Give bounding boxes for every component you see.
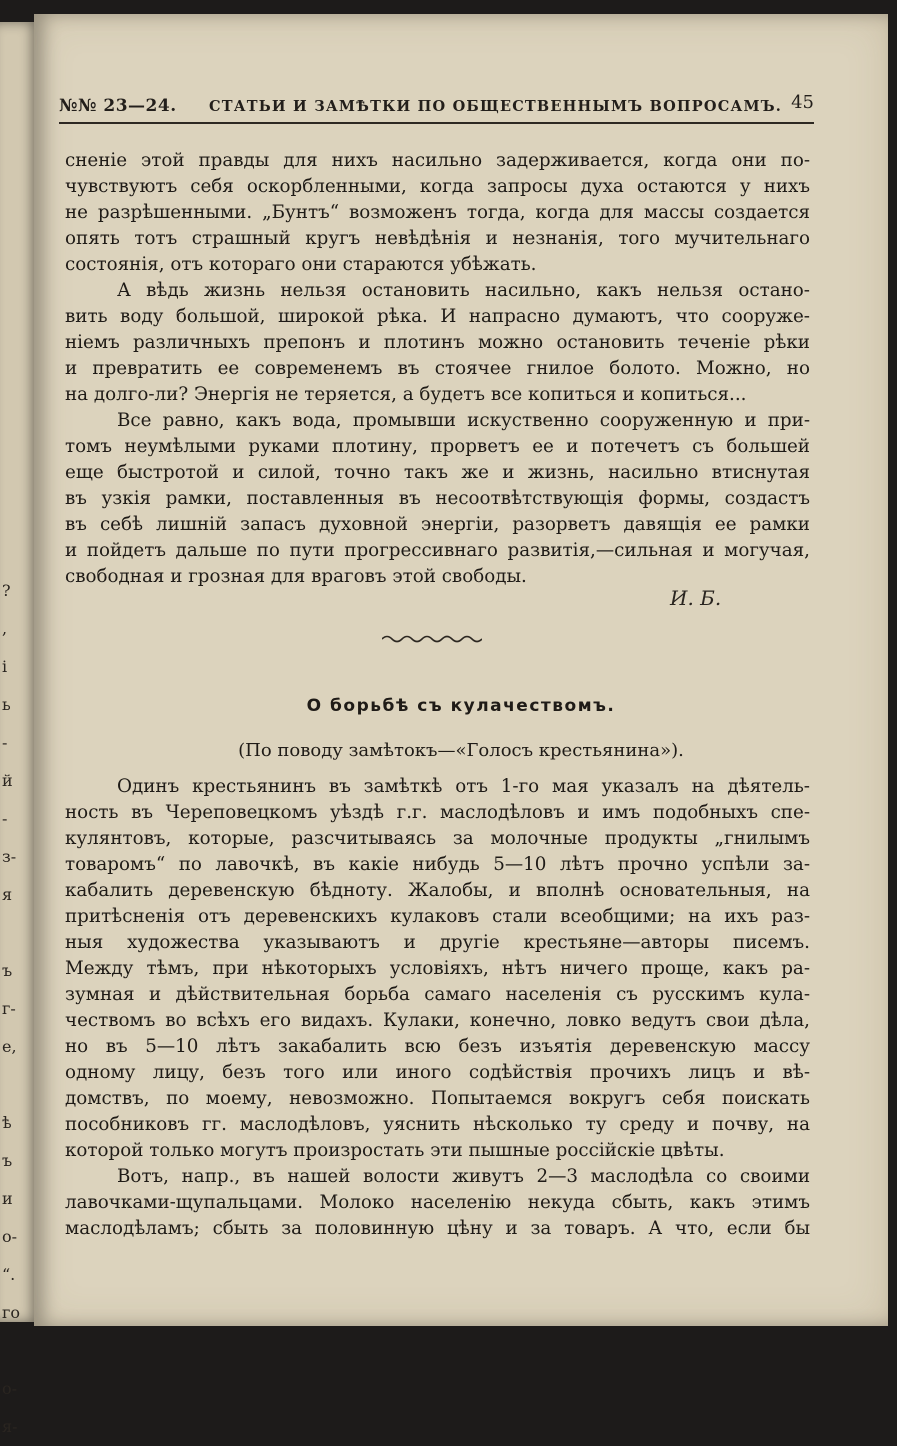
article-body-text [65, 774, 810, 1242]
text-line: томъ неумѣлыми руками плотину, прорветъ ее и потечетъ съ большей [65, 436, 810, 457]
facing-page-fragment: о- [2, 1227, 18, 1246]
facing-page-fragment: о- [2, 1379, 18, 1398]
text-line: притѣсненія отъ деревенскихъ кулаковъ стали всеобщими; на ихъ раз- [65, 906, 810, 927]
essay-ending-text [65, 148, 810, 590]
facing-page-fragment: і [2, 657, 8, 676]
text-line: которой только могутъ произростать эти пышные россійскіе цвѣты. [65, 1140, 725, 1161]
text-line: состоянія, отъ котораго они стараются убѣжать. [65, 254, 537, 275]
facing-page-fragment: и [2, 1189, 13, 1208]
facing-page-fragment: - [2, 733, 8, 752]
text-line: еще быстротой и силой, точно такъ же и жизнь, насильно втиснутая [65, 462, 810, 483]
facing-page-fragment [2, 1332, 32, 1370]
facing-page-fragment: - [2, 809, 8, 828]
text-line: но въ 5—10 лѣтъ закабалить всю безъ изъятія деревенскую массу [65, 1036, 810, 1057]
text-line: въ узкія рамки, поставленныя въ несоотвѣтствующія формы, создастъ [65, 488, 810, 509]
text-line: кулянтовъ, которые, разсчитываясь за молочные продукты „гнилымъ [65, 828, 810, 849]
article-title: О борьбѣ съ кулачествомъ. [306, 696, 616, 716]
facing-page-fragment: е, [2, 1037, 17, 1056]
text-line: ніемъ различныхъ препонъ и плотинъ можно остановить теченіе рѣки [65, 332, 810, 353]
text-line: чувствуютъ себя оскорбленными, когда запросы духа остаются у нихъ [65, 176, 810, 197]
facing-page-fragment: “. [2, 1265, 16, 1284]
text-line: вить воду большой, широкой рѣка. И напрасно думаютъ, что сооруже- [65, 306, 810, 327]
issue-number: №№ 23—24. [59, 96, 177, 116]
running-header [59, 92, 814, 124]
text-line: маслодѣламъ; сбыть за половинную цѣну и за товаръ. А что, если бы [65, 1218, 810, 1239]
facing-page-fragment: ъ [2, 1151, 13, 1170]
facing-page-fragment: ѣ [2, 1113, 12, 1132]
text-line: Вотъ, напр., въ нашей волости живутъ 2—3 маслодѣла со своими [117, 1166, 810, 1187]
facing-page-fragment: ? [2, 581, 11, 600]
text-line: опять тотъ страшный кругъ невѣдѣнія и незнанія, того мучительнаго [65, 228, 810, 249]
text-line: Все равно, какъ вода, промывши искуственно сооруженную и при- [117, 410, 810, 431]
facing-page-fragment: з- [2, 847, 17, 866]
text-line: Одинъ крестьянинъ въ замѣткѣ отъ 1-го мая указалъ на дѣятель- [117, 776, 810, 797]
text-line: зумная и дѣйствительная борьба самаго населенія съ русскимъ кула- [65, 984, 810, 1005]
text-line: кабалить деревенскую бѣдноту. Жалобы, и вполнѣ основательныя, на [65, 880, 810, 901]
text-line: чествомъ во всѣхъ его видахъ. Кулаки, конечно, ловко ведутъ свои дѣла, [65, 1010, 810, 1031]
facing-page-fragment: г- [2, 999, 16, 1018]
text-line: свободная и грозная для враговъ этой свободы. [65, 566, 527, 587]
book-page [34, 14, 888, 1326]
text-line: не разрѣшенными. „Бунтъ“ возможенъ тогда, когда для массы создается [65, 202, 810, 223]
text-line: и превратить ее современемъ въ стоячее гнилое болото. Можно, но [65, 358, 810, 379]
text-line: домствъ, по моему, невозможно. Попытаемся вокругъ себя поискать [65, 1088, 810, 1109]
text-line: сненіе этой правды для нихъ насильно задерживается, когда они по- [65, 150, 810, 171]
facing-page-fragments [2, 572, 32, 1446]
text-line: на долго-ли? Энергія не теряется, а будетъ все копиться и копиться... [65, 384, 747, 405]
section-divider [382, 634, 482, 644]
text-line: товаромъ“ по лавочкѣ, въ какіе нибудь 5—10 лѣтъ прочно успѣли за- [65, 854, 810, 875]
page-number: 45 [791, 92, 814, 113]
text-line: А вѣдь жизнь нельзя остановить насильно, какъ нельзя остано- [117, 280, 810, 301]
facing-page-fragment [2, 1066, 32, 1104]
text-line: лавочками-щупальцами. Молоко населенію некуда сбыть, какъ этимъ [65, 1192, 810, 1213]
facing-page-fragment: , [2, 619, 8, 638]
article-subtitle: (По поводу замѣтокъ—«Голосъ крестьянина»). [238, 740, 684, 761]
facing-page-fragment: го [2, 1303, 21, 1322]
text-line: ныя художества указываютъ и другіе крестьяне—авторы писемъ. [65, 932, 810, 953]
text-line: пособниковъ гг. маслодѣловъ, уяснить нѣсколько ту среду и почву, на [65, 1114, 810, 1135]
text-line: одному лицу, безъ того или иного содѣйствія прочихъ лицъ и вѣ- [65, 1062, 810, 1083]
facing-page-fragment: я- [2, 1417, 18, 1436]
section-title: СТАТЬИ И ЗАМѢТКИ ПО ОБЩЕСТВЕННЫМЪ ВОПРОСАМЪ. [209, 98, 783, 115]
text-line: Между тѣмъ, при нѣкоторыхъ условіяхъ, нѣтъ ничего проще, какъ ра- [65, 958, 810, 979]
facing-page-fragment: я [2, 885, 13, 904]
author-signature: И. Б. [670, 586, 722, 610]
facing-page-fragment [2, 914, 32, 952]
facing-page-fragment: й [2, 771, 13, 790]
facing-page-fragment: ь [2, 695, 11, 714]
text-line: ность въ Череповецкомъ уѣздѣ г.г. маслодѣловъ и имъ подобныхъ спе- [65, 802, 810, 823]
facing-page-fragment: ъ [2, 961, 13, 980]
text-line: въ себѣ лишній запасъ духовной энергіи, разорветъ давящія ее рамки [65, 514, 810, 535]
text-line: и пойдетъ дальше по пути прогрессивнаго развитія,—сильная и могучая, [65, 540, 810, 561]
